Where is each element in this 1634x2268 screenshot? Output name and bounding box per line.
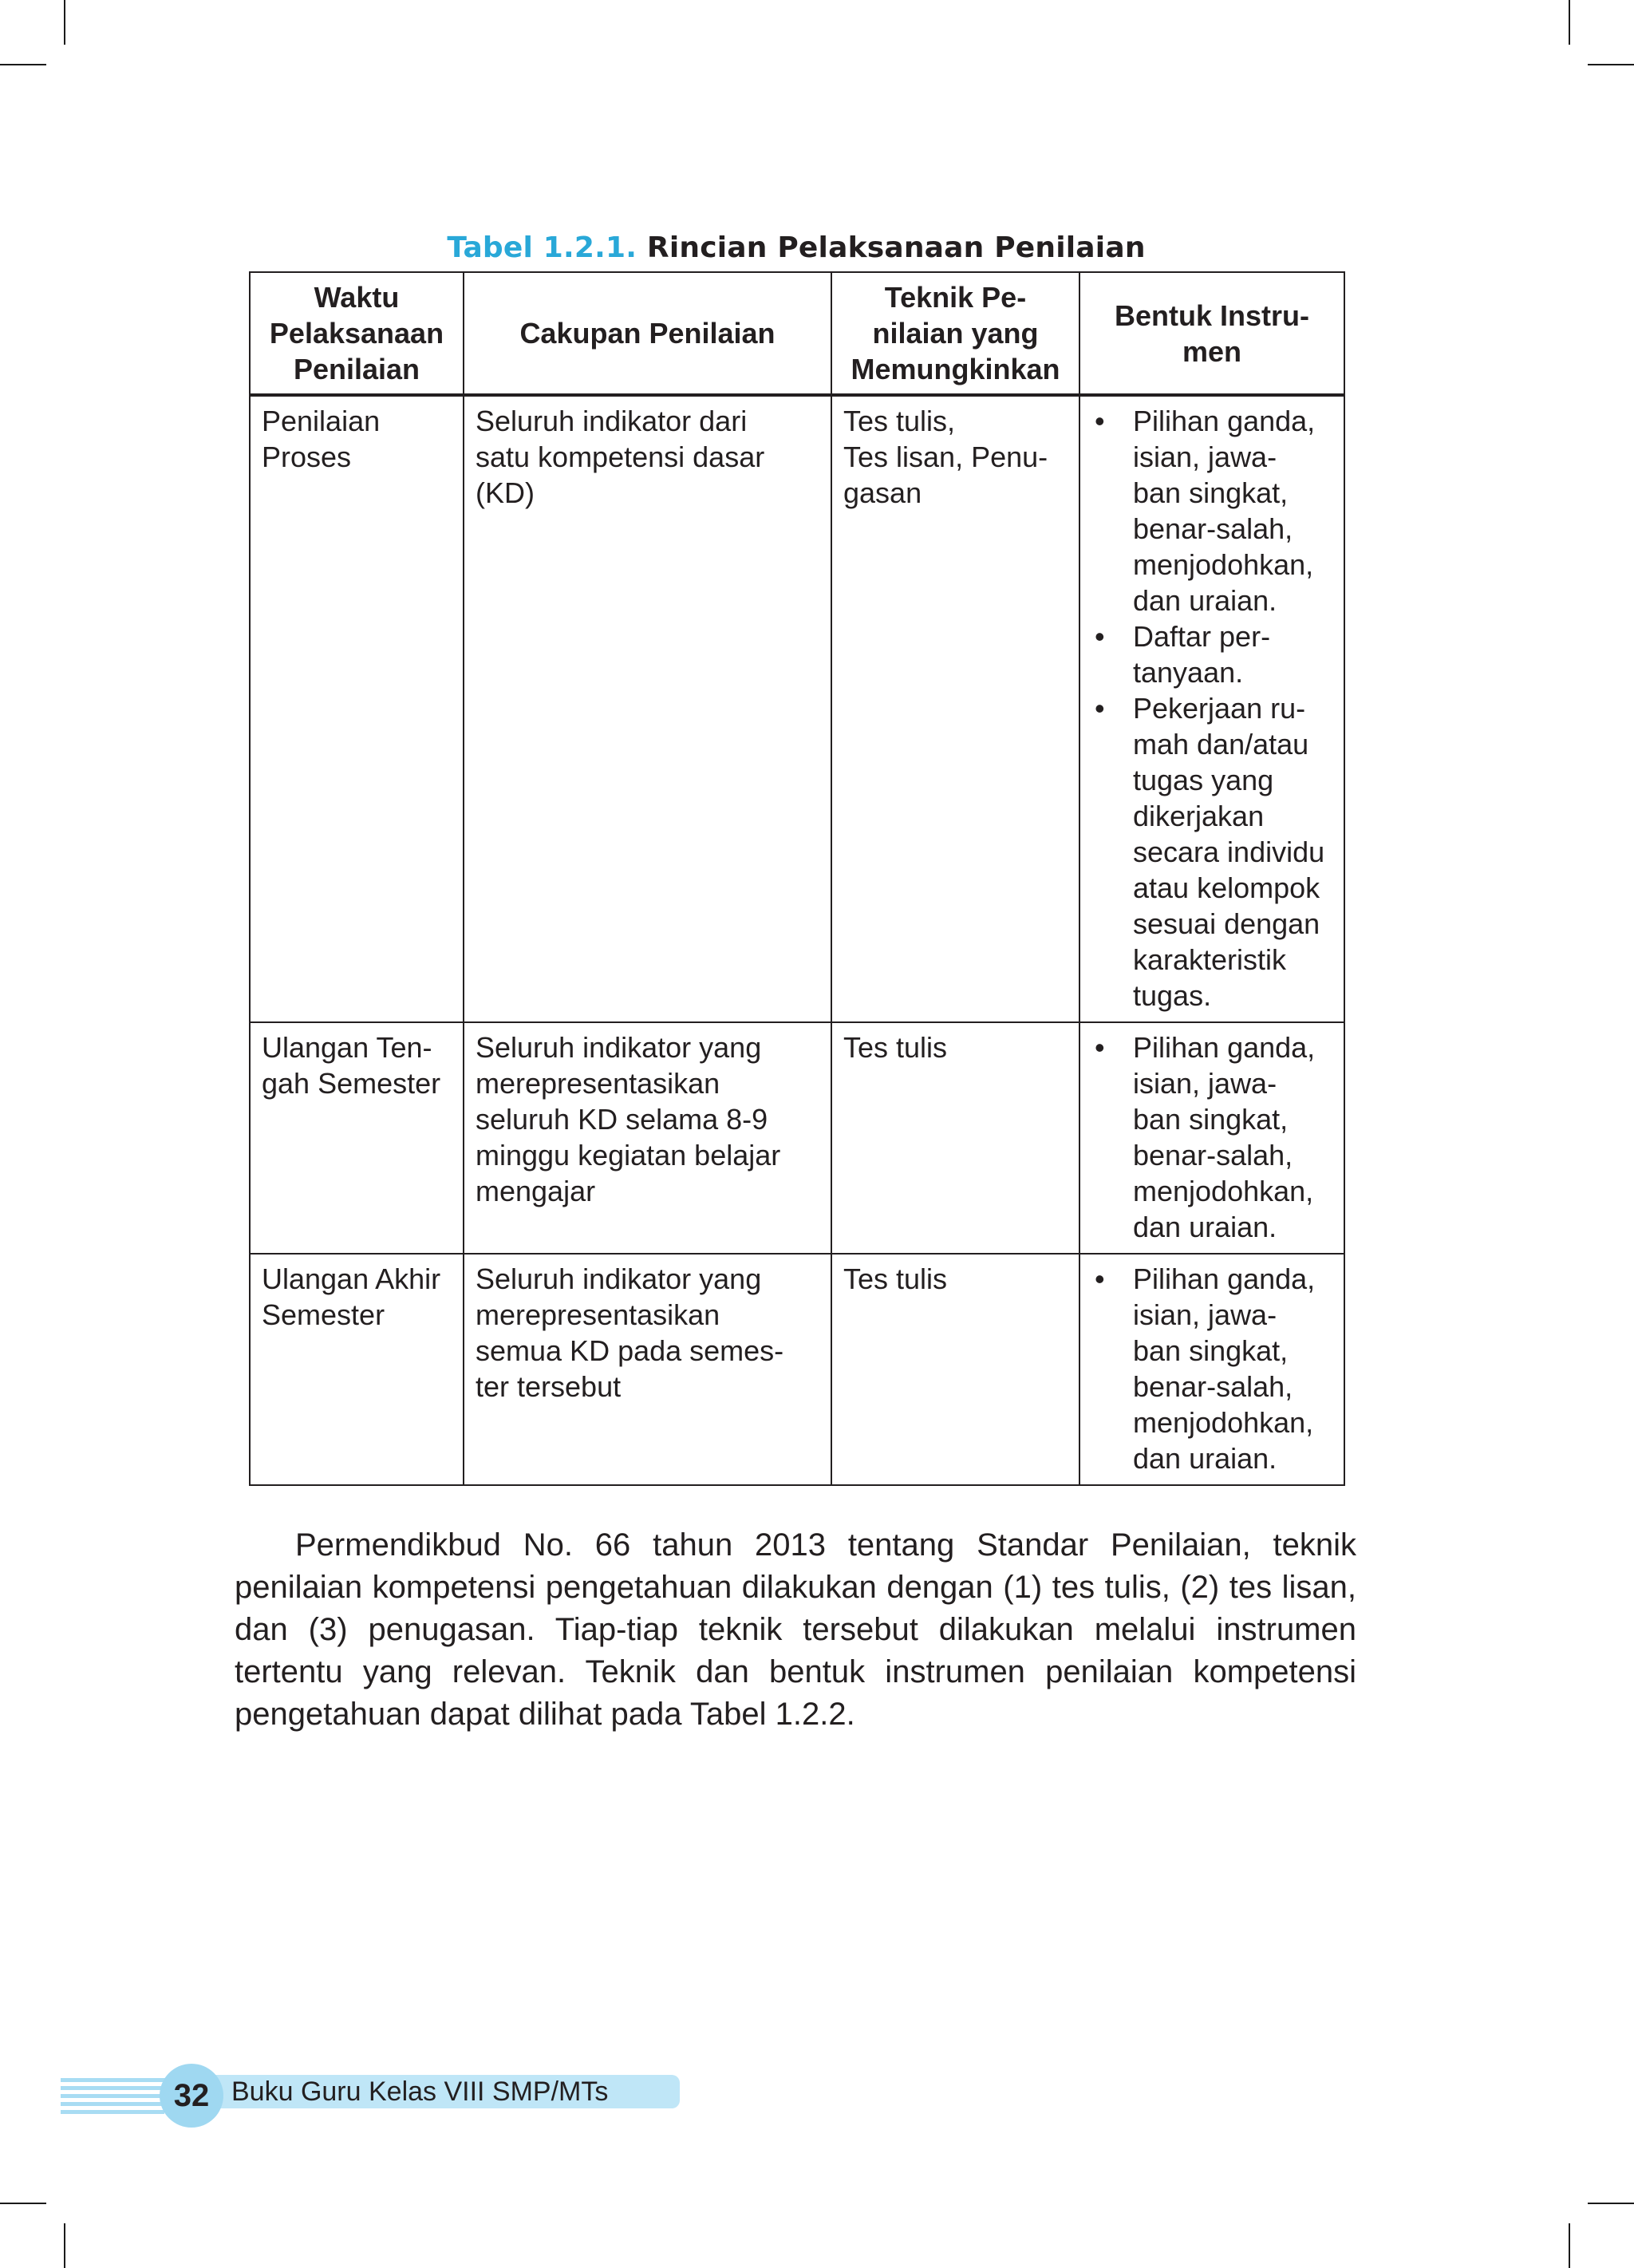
table-header-row [250, 272, 1344, 395]
cell-cakupan: Seluruh indikator yang merepresentasikan seluruh KD selama 8-9 minggu kegiatan belajar mengajar [464, 1022, 831, 1254]
page-number: 32 [173, 2078, 210, 2113]
bentuk-list [1091, 1029, 1334, 1245]
header-cakupan: Cakupan Penilaian [464, 272, 831, 395]
list-item: • Daftar per- tanyaan. [1091, 618, 1334, 690]
table-caption-number: Tabel 1.2.1. [447, 231, 637, 264]
crop-mark [0, 2203, 46, 2204]
table-row [250, 395, 1344, 1022]
list-item: • Pilihan ganda, isian, jawa- ban singkat, benar-salah, menjodohkan, dan uraian. [1091, 1261, 1334, 1476]
cell-teknik: Tes tulis [831, 1022, 1079, 1254]
cell-waktu: Ulangan Akhir Semester [250, 1254, 464, 1485]
bentuk-list [1091, 1261, 1334, 1476]
body-paragraph: Permendikbud No. 66 tahun 2013 tentang Standar Penilaian, teknik penilaian kompetensi pengetahuan dilakukan dengan (1) tes tulis, (2) tes lisan, dan (3) penugasan. Tiap-tiap teknik tersebut dilakukan melalui instrumen tertentu yang relevan. Teknik dan bentuk instrumen penilaian kompetensi pengetahuan dapat dilihat pada Tabel 1.2.2. [235, 1527, 1356, 1732]
list-item: • Pekerjaan ru- mah dan/atau tugas yang dikerjakan secara individu atau kelompok sesuai dengan karakteristik tugas. [1091, 690, 1334, 1013]
header-bentuk: Bentuk Instru- men [1079, 272, 1344, 395]
cell-waktu: Ulangan Ten- gah Semester [250, 1022, 464, 1254]
cell-waktu: Penilaian Proses [250, 395, 464, 1022]
cell-bentuk [1079, 395, 1344, 1022]
crop-mark [1588, 64, 1634, 65]
cell-cakupan: Seluruh indikator yang merepresentasikan semua KD pada semes- ter tersebut [464, 1254, 831, 1485]
list-item: • Pilihan ganda, isian, jawa- ban singkat, benar-salah, menjodohkan, dan uraian. [1091, 403, 1334, 618]
table-caption [249, 231, 1344, 264]
footer-stripe [61, 2110, 164, 2114]
header-waktu: Waktu Pelaksanaan Penilaian [250, 272, 464, 395]
table-caption-title: Rincian Pelaksanaan Penilaian [646, 231, 1146, 264]
bentuk-list [1091, 403, 1334, 1013]
list-item: • Pilihan ganda, isian, jawa- ban singkat, benar-salah, menjodohkan, dan uraian. [1091, 1029, 1334, 1245]
crop-mark [1569, 2223, 1570, 2268]
crop-mark [64, 2223, 65, 2268]
cell-cakupan: Seluruh indikator dari satu kompetensi dasar (KD) [464, 395, 831, 1022]
crop-mark [1569, 0, 1570, 45]
footer-stripe [61, 2102, 172, 2106]
crop-mark [0, 64, 46, 65]
page-footer [61, 2064, 635, 2128]
table-row [250, 1022, 1344, 1254]
cell-bentuk [1079, 1022, 1344, 1254]
table-row [250, 1254, 1344, 1485]
header-teknik: Teknik Pe- nilaian yang Memungkinkan [831, 272, 1079, 395]
assessment-table [249, 271, 1345, 1486]
cell-teknik: Tes tulis [831, 1254, 1079, 1485]
cell-teknik: Tes tulis, Tes lisan, Penu- gasan [831, 395, 1079, 1022]
crop-mark [64, 0, 65, 45]
crop-mark [1588, 2203, 1634, 2204]
book-title: Buku Guru Kelas VIII SMP/MTs [231, 2076, 609, 2107]
cell-bentuk [1079, 1254, 1344, 1485]
